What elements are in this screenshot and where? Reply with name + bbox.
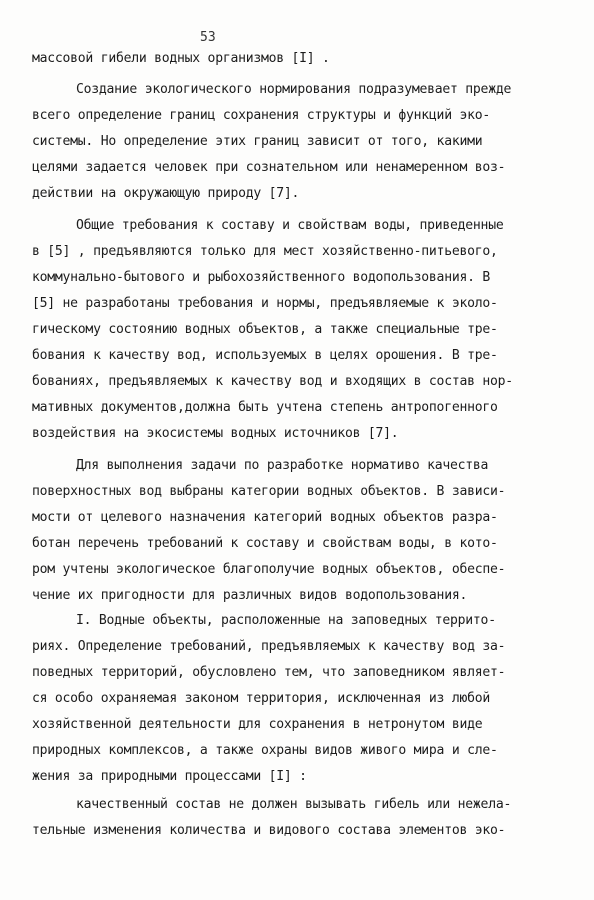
page-number: 53: [200, 30, 216, 45]
text-line: качественный состав не должен вызывать гибель или нежела-: [76, 797, 512, 812]
text-line: ся особо охраняемая законом территория, исключенная из любой: [32, 691, 490, 706]
text-line: в [5] , предъявляются только для мест хозяйственно-питьевого,: [32, 244, 498, 259]
text-line: Создание экологического нормирования подразумевает прежде: [76, 82, 512, 97]
text-line: жения за природными процессами [I] :: [32, 769, 307, 784]
text-line: [5] не разработаны требования и нормы, предъявляемые к эколо-: [32, 296, 498, 311]
text-line: поверхностных вод выбраны категории водных объектов. В зависи-: [32, 484, 506, 499]
text-line: поведных территорий, обусловлено тем, что заповедником являет-: [32, 665, 506, 680]
text-line: целями задается человек при сознательном или ненамеренном воз-: [32, 160, 506, 175]
text-line: системы. Но определение этих границ зависит от того, какими: [32, 134, 483, 149]
text-line: I. Водные объекты, расположенные на заповедных террито-: [76, 613, 496, 628]
text-line: бования к качеству вод, используемых в целях орошения. В тре-: [32, 348, 498, 363]
text-line: Для выполнения задачи по разработке нормативо качества: [76, 458, 489, 473]
text-line: бованиях, предъявляемых к качеству вод и входящих в состав нор-: [32, 374, 513, 389]
text-line: ром учтены экологическое благополучие водных объектов, обеспе-: [32, 562, 506, 577]
text-line: всего определение границ сохранения структуры и функций эко-: [32, 108, 490, 123]
text-line: риях. Определение требований, предъявляемых к качеству вод за-: [32, 639, 506, 654]
text-line: тельные изменения количества и видового состава элементов эко-: [32, 823, 506, 838]
text-line: воздействия на экосистемы водных источников [7].: [32, 426, 399, 441]
text-line: чение их пригодности для различных видов водопользования.: [32, 588, 468, 603]
text-line: хозяйственной деятельности для сохранения в нетронутом виде: [32, 717, 483, 732]
text-line: природных комплексов, а также охраны видов живого мира и сле-: [32, 743, 498, 758]
text-line: мативных документов,должна быть учтена степень антропогенного: [32, 400, 498, 415]
text-line: Общие требования к составу и свойствам воды, приведенные: [76, 218, 504, 233]
text-line: мости от целевого назначения категорий водных объектов разра-: [32, 510, 498, 525]
text-line: действии на окружающую природу [7].: [32, 186, 300, 201]
text-line: массовой гибели водных организмов [I] .: [32, 51, 330, 66]
text-line: ботан перечень требований к составу и свойствам воды, в кото-: [32, 536, 498, 551]
text-line: коммунально-бытового и рыбохозяйственного водопользования. В: [32, 270, 490, 285]
text-line: гическому состоянию водных объектов, а также специальные тре-: [32, 322, 498, 337]
